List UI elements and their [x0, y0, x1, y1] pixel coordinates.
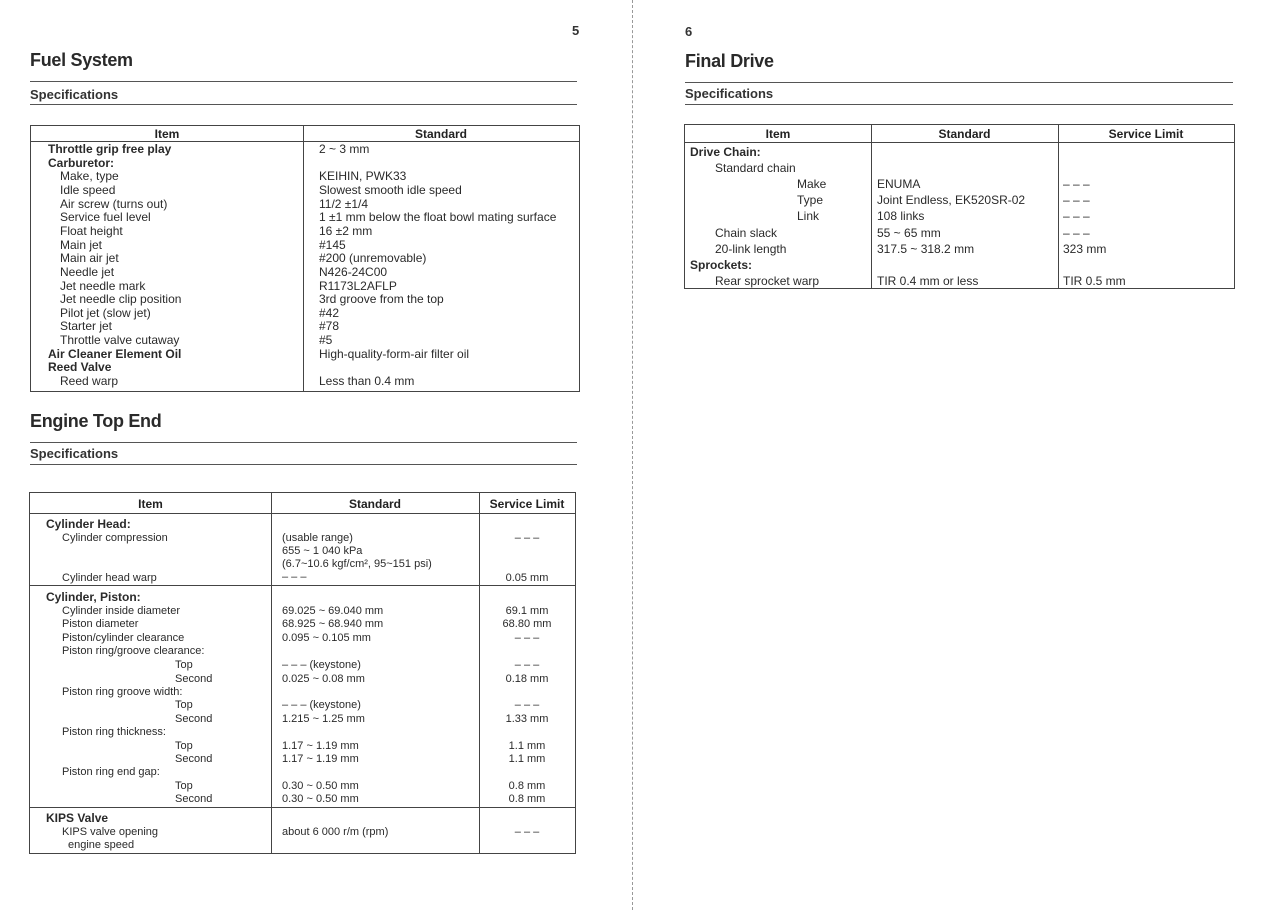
fuel-row-item: Service fuel level — [60, 210, 151, 225]
cylinder-head-warp-label: Cylinder head warp — [62, 572, 157, 584]
fuel-row-item: Throttle valve cutaway — [60, 333, 180, 348]
fuel-row-item: Float height — [60, 223, 123, 238]
fuel-row-item: Idle speed — [60, 182, 116, 197]
rear-sprocket-warp-label: Rear sprocket warp — [715, 274, 820, 288]
piston-diameter-limit: 68.80 mm — [502, 618, 552, 630]
groove-width-top-limit: – – – — [514, 699, 540, 711]
cylinder-head-label: Cylinder Head: — [46, 517, 131, 531]
ring-thickness-second-std: 1.17 ~ 1.19 mm — [282, 753, 359, 765]
fuel-row-standard: #78 — [319, 319, 340, 334]
engine-specifications-subtitle: Specifications — [30, 446, 119, 461]
piston-diameter-label: Piston diameter — [62, 618, 139, 630]
kips-valve-label: KIPS Valve — [46, 811, 109, 825]
subtitle-rule — [30, 464, 577, 465]
compression-std-3: (6.7~10.6 kgf/cm², 95~151 psi) — [282, 558, 432, 570]
groove-width-label: Piston ring groove width: — [62, 686, 183, 698]
left-page — [0, 0, 630, 910]
ring-thickness-top-label: Top — [175, 740, 193, 752]
fuel-row-item: Air screw (turns out) — [60, 196, 168, 211]
end-gap-second-label: Second — [175, 793, 213, 805]
groove-width-second-limit: 1.33 mm — [505, 713, 549, 725]
ring-thickness-top-std: 1.17 ~ 1.19 mm — [282, 740, 359, 752]
make-std: ENUMA — [877, 177, 921, 191]
groove-clearance-second-label: Second — [175, 673, 213, 685]
engine-top-end-title: Engine Top End — [30, 411, 162, 431]
fuel-row-item: Carburetor: — [48, 155, 115, 170]
end-gap-top-label: Top — [175, 780, 193, 792]
fuel-specifications-subtitle: Specifications — [30, 87, 119, 102]
fuel-row-standard: 1 ±1 mm below the float bowl mating surface — [319, 210, 557, 225]
header-service-limit: Service Limit — [489, 497, 565, 511]
subtitle-rule — [30, 104, 577, 105]
groove-clearance-second-std: 0.025 ~ 0.08 mm — [282, 673, 365, 685]
groove-clearance-top-limit: – – – — [514, 659, 540, 671]
drive-chain-label: Drive Chain: — [690, 145, 761, 159]
kips-engine-speed-label: engine speed — [68, 839, 135, 851]
cylinder-head-warp-std: – – – — [282, 571, 307, 583]
ring-thickness-top-limit: 1.1 mm — [508, 740, 546, 752]
groove-width-second-label: Second — [175, 713, 213, 725]
final-drive-specifications-subtitle: Specifications — [685, 86, 774, 101]
right-page — [640, 0, 1280, 910]
cylinder-head-warp-limit: 0.05 mm — [505, 572, 549, 584]
header-item: Item — [154, 127, 180, 141]
compression-limit: – – – — [514, 532, 540, 544]
end-gap-second-std: 0.30 ~ 0.50 mm — [282, 793, 359, 805]
title-rule — [30, 442, 577, 443]
page-divider — [632, 0, 633, 910]
end-gap-top-limit: 0.8 mm — [508, 780, 546, 792]
piston-clearance-limit: – – – — [514, 632, 540, 644]
fuel-row-standard: Less than 0.4 mm — [319, 374, 415, 389]
fuel-row-item: Make, type — [60, 169, 119, 184]
header-service-limit: Service Limit — [1108, 127, 1184, 141]
fuel-row-item: Needle jet — [60, 264, 115, 279]
fuel-row-standard: R1173L2AFLP — [319, 278, 397, 293]
fuel-row-standard: Slowest smooth idle speed — [319, 182, 462, 197]
header-item: Item — [765, 127, 791, 141]
link-limit: – – – — [1063, 209, 1090, 223]
ring-thickness-second-label: Second — [175, 753, 213, 765]
fuel-row-standard: N426-24C00 — [319, 264, 388, 279]
groove-width-second-std: 1.215 ~ 1.25 mm — [282, 713, 365, 725]
sprockets-label: Sprockets: — [690, 258, 753, 272]
fuel-row-item: Reed warp — [60, 374, 119, 389]
subtitle-rule — [685, 104, 1233, 105]
standard-chain-label: Standard chain — [715, 161, 796, 175]
cylinder-inside-label: Cylinder inside diameter — [62, 605, 180, 617]
fuel-row-standard: #5 — [319, 333, 333, 348]
fuel-row-standard: 3rd groove from the top — [319, 292, 444, 307]
twenty-link-length-limit: 323 mm — [1063, 242, 1107, 256]
fuel-row-item: Jet needle mark — [60, 278, 146, 293]
fuel-row-standard: 16 ±2 mm — [319, 223, 373, 238]
final-drive-title: Final Drive — [685, 51, 774, 71]
chain-slack-limit: – – – — [1063, 226, 1090, 240]
type-std: Joint Endless, EK520SR-02 — [877, 193, 1026, 207]
make-label: Make — [797, 177, 827, 191]
compression-std-1: (usable range) — [282, 532, 353, 544]
rear-sprocket-warp-std: TIR 0.4 mm or less — [877, 274, 979, 288]
fuel-row-item: Throttle grip free play — [48, 142, 172, 156]
piston-diameter-std: 68.925 ~ 68.940 mm — [282, 618, 384, 630]
fuel-row-standard: KEIHIN, PWK33 — [319, 169, 407, 184]
kips-opening-limit: – – – — [514, 826, 540, 838]
type-label: Type — [797, 193, 824, 207]
end-gap-second-limit: 0.8 mm — [508, 793, 546, 805]
end-gap-label: Piston ring end gap: — [62, 766, 160, 778]
link-std: 108 links — [877, 209, 925, 223]
rear-sprocket-warp-limit: TIR 0.5 mm — [1063, 274, 1126, 288]
fuel-row-item: Jet needle clip position — [60, 292, 182, 307]
cylinder-piston-label: Cylinder, Piston: — [46, 590, 141, 604]
header-standard: Standard — [348, 497, 401, 511]
link-label: Link — [797, 209, 820, 223]
ring-thickness-label: Piston ring thickness: — [62, 726, 166, 738]
end-gap-top-std: 0.30 ~ 0.50 mm — [282, 780, 359, 792]
fuel-row-item: Main air jet — [60, 251, 119, 266]
title-rule — [30, 81, 577, 82]
piston-clearance-label: Piston/cylinder clearance — [62, 632, 185, 644]
groove-width-top-std: – – – (keystone) — [282, 699, 361, 711]
type-limit: – – – — [1063, 193, 1090, 207]
fuel-row-item: Starter jet — [60, 319, 113, 334]
groove-clearance-second-limit: 0.18 mm — [505, 673, 549, 685]
kips-opening-std: about 6 000 r/m (rpm) — [282, 826, 389, 838]
groove-clearance-top-label: Top — [175, 659, 193, 671]
fuel-row-standard: #145 — [319, 237, 346, 252]
piston-clearance-std: 0.095 ~ 0.105 mm — [282, 632, 371, 644]
cylinder-inside-std: 69.025 ~ 69.040 mm — [282, 605, 384, 617]
chain-slack-label: Chain slack — [715, 226, 778, 240]
fuel-row-item: Main jet — [60, 237, 103, 252]
title-rule — [685, 82, 1233, 83]
kips-opening-label: KIPS valve opening — [62, 826, 159, 838]
fuel-row-item: Air Cleaner Element Oil — [48, 346, 182, 361]
fuel-row-standard: 2 ~ 3 mm — [319, 142, 370, 156]
fuel-row-standard: High-quality-form-air filter oil — [319, 346, 470, 361]
twenty-link-length-label: 20-link length — [715, 242, 787, 256]
twenty-link-length-std: 317.5 ~ 318.2 mm — [877, 242, 975, 256]
page-number: 5 — [572, 23, 580, 38]
header-item: Item — [138, 497, 163, 511]
fuel-row-standard: 11/2 ±1/4 — [319, 196, 369, 211]
page-number: 6 — [685, 24, 693, 39]
cylinder-inside-limit: 69.1 mm — [505, 605, 549, 617]
header-standard: Standard — [414, 127, 467, 141]
fuel-row-item: Pilot jet (slow jet) — [60, 305, 151, 320]
make-limit: – – – — [1063, 177, 1090, 191]
groove-clearance-top-std: – – – (keystone) — [282, 659, 361, 671]
fuel-row-standard: #42 — [319, 305, 340, 320]
final-drive-table — [684, 124, 1235, 289]
groove-clearance-label: Piston ring/groove clearance: — [62, 645, 205, 657]
ring-thickness-second-limit: 1.1 mm — [508, 753, 546, 765]
header-standard: Standard — [938, 127, 991, 141]
engine-top-end-table — [29, 492, 576, 854]
fuel-row-item: Reed Valve — [48, 360, 112, 375]
compression-std-2: 655 ~ 1 040 kPa — [282, 545, 363, 557]
groove-width-top-label: Top — [175, 699, 193, 711]
chain-slack-std: 55 ~ 65 mm — [877, 226, 941, 240]
cylinder-compression-label: Cylinder compression — [62, 532, 168, 544]
fuel-row-standard: #200 (unremovable) — [319, 251, 427, 266]
fuel-system-title: Fuel System — [30, 50, 133, 70]
fuel-system-table — [30, 125, 580, 392]
